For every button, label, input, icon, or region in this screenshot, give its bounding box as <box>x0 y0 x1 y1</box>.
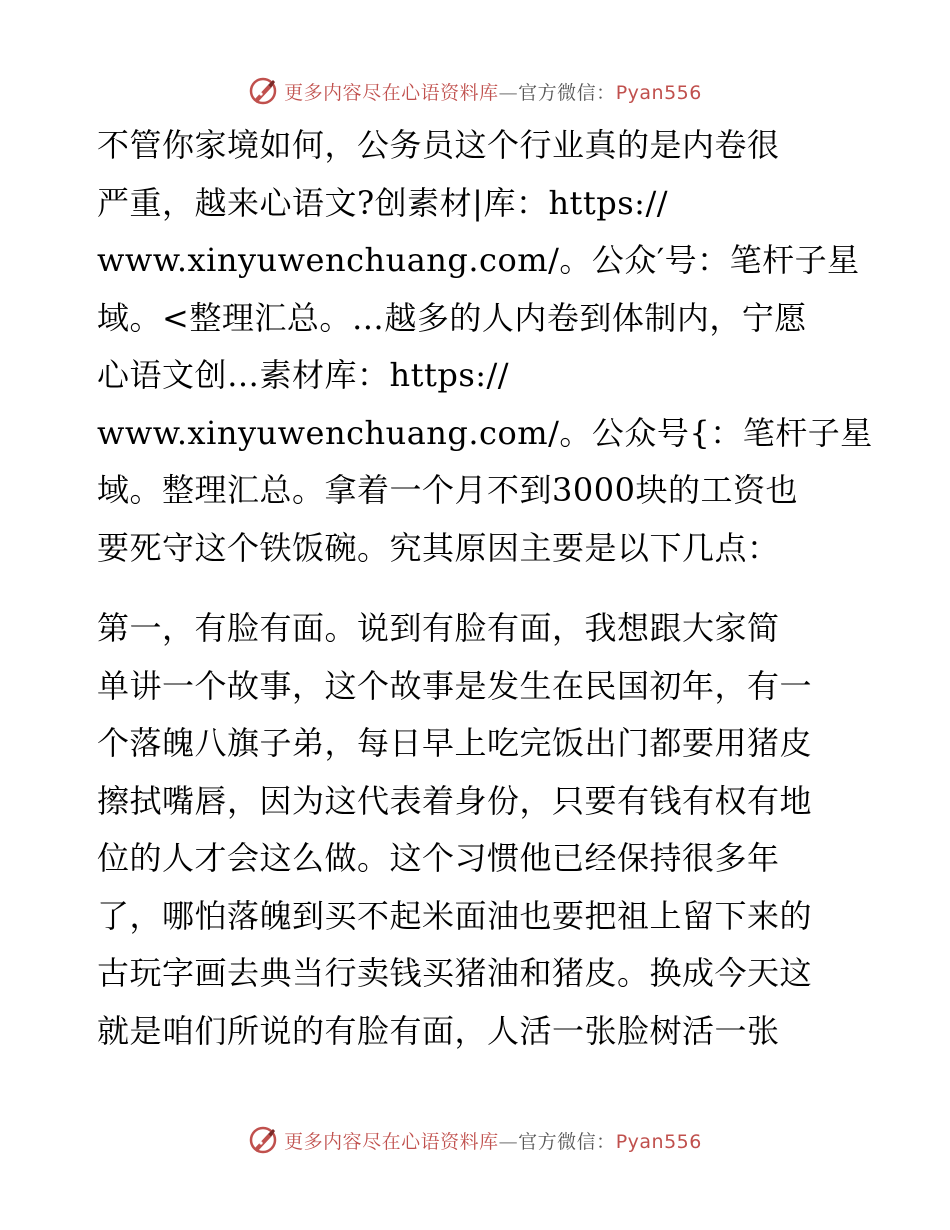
text-line: 域。<整理汇总。…越多的人内卷到体制内，宁愿 <box>97 298 807 337</box>
header-site-text: 更多内容尽在心语资料库 <box>284 81 499 104</box>
text-line: 要死守这个铁饭碗。究其原因主要是以下几点： <box>97 528 780 567</box>
text-line: 域。整理汇总。拿着一个月不到3000块的工资也 <box>97 471 798 509</box>
footer-separator: — <box>498 1130 519 1153</box>
header-wechat-id: Pyan556 <box>615 81 702 104</box>
text-line: 严重，越来心语文?创素材|库：https:// <box>97 183 669 222</box>
footer-banner <box>0 1120 950 1160</box>
footer-site-text: 更多内容尽在心语资料库 <box>284 1130 499 1153</box>
text-line: 个落魄八旗子弟，每日早上吃完饭出门都要用猪皮 <box>97 724 813 762</box>
text-line: 位的人才会这么做。这个习惯他已经保持很多年 <box>97 839 780 877</box>
header-banner <box>0 71 950 111</box>
text-line: 古玩字画去典当行卖钱买猪油和猪皮。换成今天这 <box>97 954 813 992</box>
text-line: 不管你家境如何，公务员这个行业真的是内卷很 <box>97 126 780 164</box>
text-line: 单讲一个故事，这个故事是发生在民国初年，有一 <box>97 666 813 705</box>
paragraph-2 <box>97 600 857 1060</box>
footer-banner-text <box>284 1127 702 1154</box>
paragraph-1 <box>97 117 873 577</box>
text-line: www.xinyuwenchuang.com/。公众号{：笔杆子星 <box>97 413 873 452</box>
text-line: 第一，有脸有面。说到有脸有面，我想跟大家简 <box>97 609 780 647</box>
text-line: 了，哪怕落魄到买不起米面油也要把祖上留下来的 <box>97 896 813 935</box>
pen-logo-icon <box>248 1125 278 1155</box>
text-line: 擦拭嘴唇，因为这代表着身份，只要有钱有权有地 <box>97 781 813 820</box>
footer-wechat-label: 官方微信： <box>518 1130 616 1153</box>
header-banner-text <box>284 78 702 105</box>
text-line: 就是咱们所说的有脸有面，人活一张脸树活一张 <box>97 1011 780 1050</box>
header-separator: — <box>498 81 519 104</box>
header-wechat-label: 官方微信： <box>518 81 616 104</box>
text-line: 心语文创…素材库：https:// <box>97 356 510 394</box>
text-line: www.xinyuwenchuang.com/。公众′号：笔杆子星 <box>97 241 860 279</box>
pen-logo-icon <box>248 76 278 106</box>
footer-wechat-id: Pyan556 <box>615 1130 702 1153</box>
